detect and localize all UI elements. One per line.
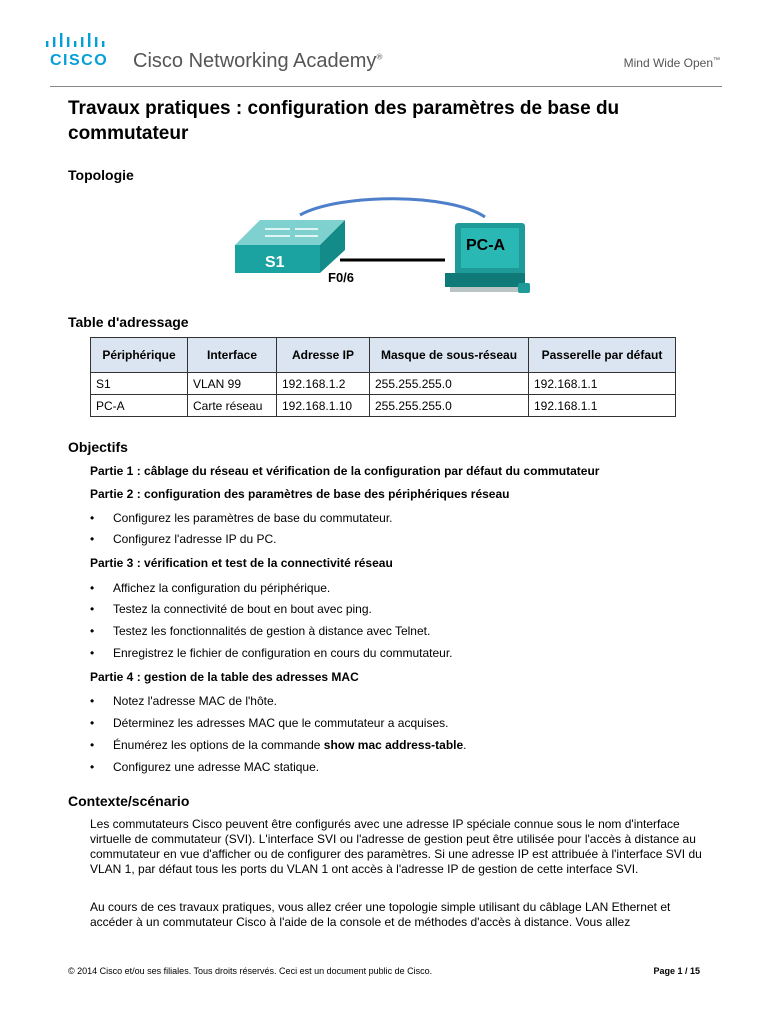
part1-title: Partie 1 : câblage du réseau et vérification de la configuration par défaut du commutateur <box>90 464 600 478</box>
table-cell: Carte réseau <box>188 395 277 417</box>
pc-label: PC-A <box>466 237 506 254</box>
switch-label: S1 <box>265 254 285 271</box>
part2-title: Partie 2 : configuration des paramètres de base des périphériques réseau <box>90 487 510 501</box>
table-cell: VLAN 99 <box>188 373 277 395</box>
topology-diagram <box>230 195 550 300</box>
objectives-heading: Objectifs <box>68 439 128 455</box>
table-cell: PC-A <box>91 395 188 417</box>
table-cell: 192.168.1.2 <box>277 373 370 395</box>
table-header-cell: Adresse IP <box>277 338 370 373</box>
table-header-cell: Périphérique <box>91 338 188 373</box>
address-table-heading: Table d'adressage <box>68 314 189 330</box>
tagline: Mind Wide Open™ <box>623 56 720 70</box>
pc-icon <box>445 223 530 293</box>
console-cable <box>300 199 485 217</box>
context-paragraph-2: Au cours de ces travaux pratiques, vous allez créer une topologie simple utilisant du câblage LAN Ethernet et accéder à un commutateur Cisco à l'aide de la console et de méthodes d'accès à distance. Vous allez <box>90 900 671 929</box>
command-text: show mac address-table <box>323 738 464 752</box>
part3-title: Partie 3 : vérification et test de la connectivité réseau <box>90 556 393 570</box>
footer-copyright: © 2014 Cisco et/ou ses filiales. Tous droits réservés. Ceci est un document public de Cisco. <box>68 966 433 976</box>
address-table <box>90 337 676 417</box>
part4-title: Partie 4 : gestion de la table des adresses MAC <box>90 670 359 684</box>
table-cell: 192.168.1.1 <box>529 373 676 395</box>
context-paragraph-1: Les commutateurs Cisco peuvent être configurés avec une adresse IP spéciale connue sous le nom d'interface virtuelle de commutateur (SVI). L'interface SVI ou l'adresse de gestion peut être utilisée pour l'accès à distance au commutateur en vue d'afficher ou de configurer des paramètres. Si une adresse IP est attribuée à l'interface SVI du VLAN 1, par défaut tous les ports du VLAN 1 ont accès à l'adresse IP de gestion de cette interface SVI. <box>90 817 702 876</box>
topology-heading: Topologie <box>68 167 134 183</box>
table-cell: 192.168.1.10 <box>277 395 370 417</box>
table-cell: 255.255.255.0 <box>370 373 529 395</box>
cisco-logo-text: CISCO <box>50 52 109 69</box>
table-header-cell: Interface <box>188 338 277 373</box>
context-heading: Contexte/scénario <box>68 793 190 809</box>
page-header <box>0 0 768 90</box>
table-row <box>91 373 676 395</box>
academy-name: Cisco Networking Academy® <box>133 50 383 72</box>
table-header-cell: Masque de sous-réseau <box>370 338 529 373</box>
table-row <box>91 395 676 417</box>
table-cell: S1 <box>91 373 188 395</box>
link-label: F0/6 <box>328 270 355 285</box>
page-title: Travaux pratiques : configuration des paramètres de base du commutateur <box>68 98 620 144</box>
table-header-cell: Passerelle par défaut <box>529 338 676 373</box>
page-number: Page 1 / 15 <box>653 966 700 976</box>
header-divider <box>50 86 722 87</box>
table-header-row <box>91 338 676 373</box>
cisco-logo-bars-icon <box>44 32 114 50</box>
switch-icon <box>235 220 345 273</box>
table-cell: 192.168.1.1 <box>529 395 676 417</box>
table-cell: 255.255.255.0 <box>370 395 529 417</box>
